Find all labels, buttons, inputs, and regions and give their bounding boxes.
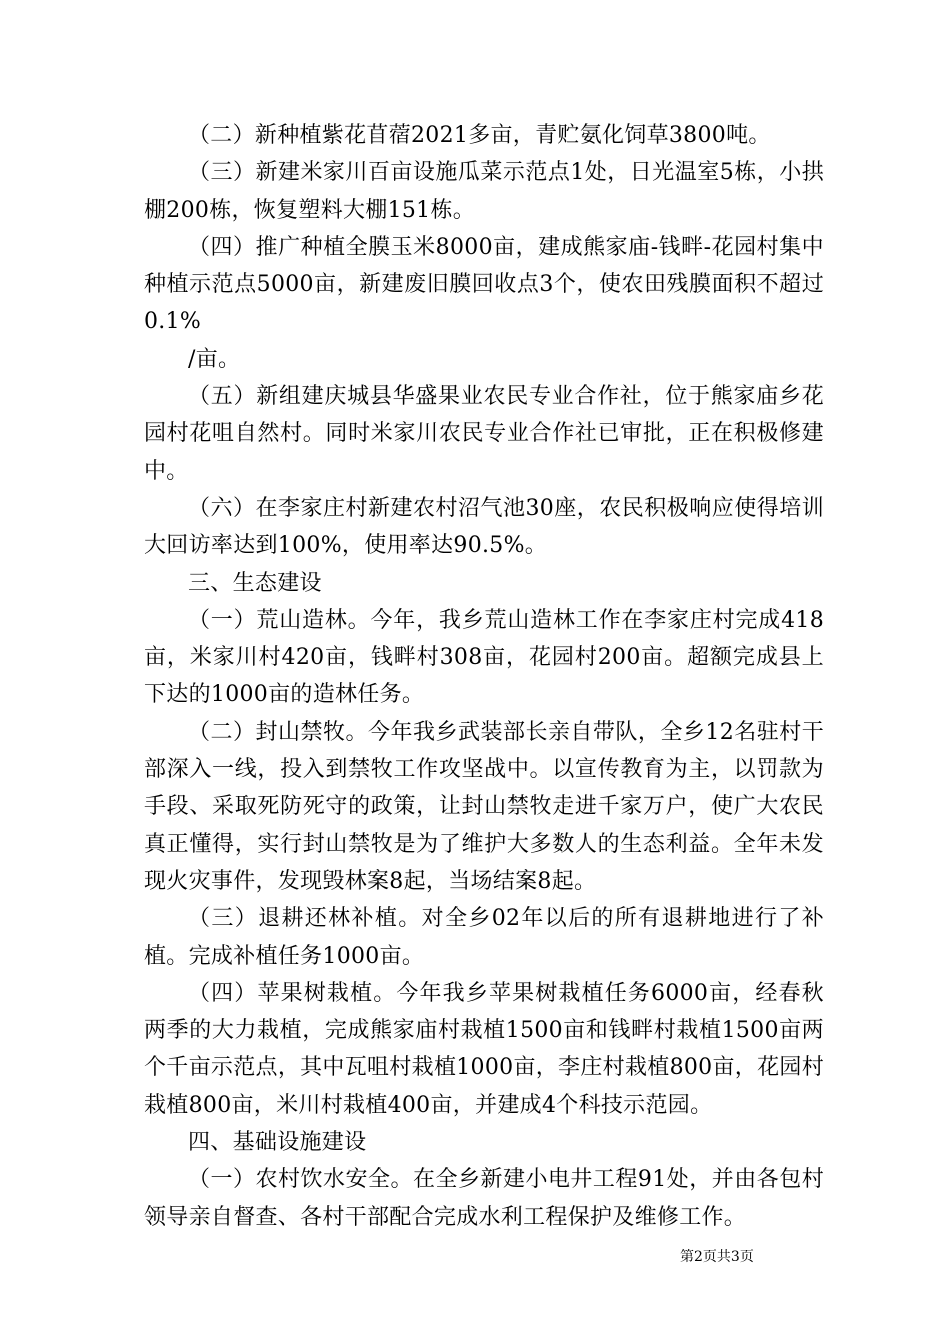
page-number: 第2页共3页 (680, 1249, 754, 1265)
paragraph-fragment: /亩。 (188, 346, 241, 372)
paragraph: （一）荒山造林。今年，我乡荒山造林工作在李家庄村完成418亩，米家川村420亩，钱畔村308亩，花园村200亩。超额完成县上下达的1000亩的造林任务。 (144, 607, 824, 708)
paragraph: （二）新种植紫花苜蓿2021多亩，青贮氨化饲草3800吨。 (188, 123, 771, 148)
section-heading: 四、基础设施建设 (188, 1130, 367, 1156)
paragraph: （二）封山禁牧。今年我乡武装部长亲自带队，全乡12名驻村干部深入一线，投入到禁牧工作攻坚战中。以宣传教育为主，以罚款为手段、采取死防死守的政策，让封山禁牧走进千家万户，使广大农民真正懂得，实行封山禁牧是为了维护大多数人的生态利益。全年未发现火灾事件，发现毁林案8起，当场结案8起。 (144, 719, 824, 894)
paragraph: （一）农村饮水安全。在全乡新建小电井工程91处，并由各包村领导亲自督查、各村干部配合完成水利工程保护及维修工作。 (144, 1167, 824, 1230)
paragraph: （四）苹果树栽植。今年我乡苹果树栽植任务6000亩，经春秋两季的大力栽植，完成熊家庙村栽植1500亩和钱畔村栽植1500亩两个千亩示范点，其中瓦咀村栽植1000亩，李庄村栽植800亩，花园村栽植800亩，米川村栽植400亩，并建成4个科技示范园。 (144, 980, 824, 1118)
paragraph: （六）在李家庄村新建农村沼气池30座，农民积极响应使得培训大回访率达到100%，使用率达90.5%。 (144, 495, 824, 559)
paragraph: （四）推广种植全膜玉米8000亩，建成熊家庙-钱畔-花园村集中种植示范点5000亩，新建废旧膜回收点3个，使农田残膜面积不超过0.1% (144, 234, 824, 335)
paragraph: （三）新建米家川百亩设施瓜菜示范点1处，日光温室5栋，小拱棚200栋，恢复塑料大棚151栋。 (144, 160, 824, 223)
document-body (144, 117, 824, 1236)
paragraph: （三）退耕还林补植。对全乡02年以后的所有退耕地进行了补植。完成补植任务1000亩。 (144, 906, 824, 969)
section-heading: 三、生态建设 (188, 570, 322, 596)
paragraph: （五）新组建庆城县华盛果业农民专业合作社，位于熊家庙乡花园村花咀自然村。同时米家川农民专业合作社已审批，正在积极修建中。 (144, 384, 824, 484)
